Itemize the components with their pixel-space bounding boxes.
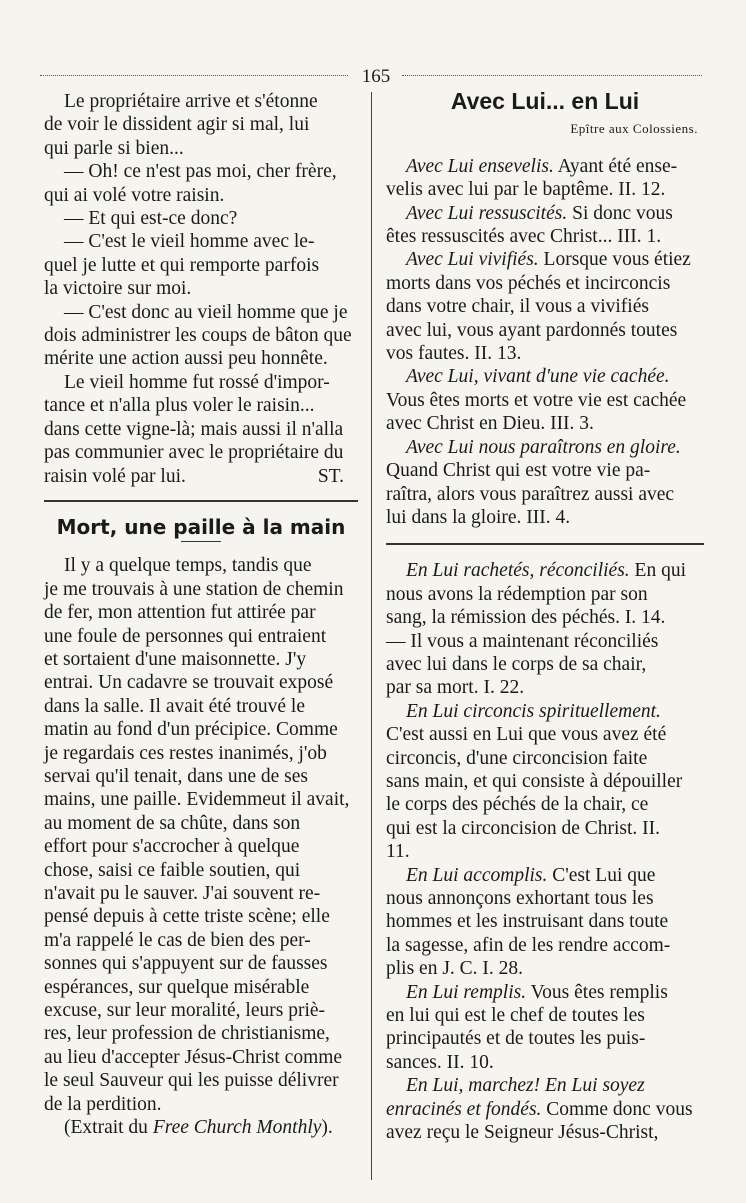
text-line: hommes et les instruisant dans toute [386, 911, 669, 933]
article-line: chose, saisi ce faible soutien, qui [44, 859, 301, 881]
dialogue-paragraph-4 [44, 230, 358, 300]
text-line: quel je lutte et qui remporte parfois [44, 254, 320, 276]
verse-avec-ressuscites [386, 202, 704, 249]
text-line: tance et n'alla plus voler le raisin... [44, 395, 315, 417]
page-header [40, 66, 702, 87]
verse-en-lui-rachetes [386, 559, 704, 699]
text-line: vos fautes. II. 13. [386, 343, 522, 365]
text-line [386, 155, 704, 178]
text-line [386, 1074, 704, 1097]
article-line: de fer, mon attention fut attirée par [44, 602, 316, 624]
text-line: C'est aussi en Lui que vous avez été [386, 724, 667, 746]
article-line: une foule de personnes qui entraient [44, 625, 327, 647]
verse-heading: En Lui, marchez! En Lui soyez [406, 1075, 645, 1097]
verse-text: Vous êtes remplis [526, 981, 668, 1003]
text-line [386, 981, 704, 1004]
page-number: 165 [361, 66, 391, 87]
verse-avec-ensevelis [386, 155, 704, 202]
article-line: de la perdition. [44, 1093, 162, 1115]
article-line: matin au fond d'un précipice. Comme [44, 719, 338, 741]
article-line: pensé depuis à cette triste scène; elle [44, 906, 330, 928]
text-line: avez reçu le Seigneur Jésus-Christ, [386, 1122, 659, 1144]
article-line: le seul Sauveur qui les puisse délivrer [44, 1070, 339, 1092]
text-line: — Oh! ce n'est pas moi, cher frère, [64, 161, 337, 183]
verse-en-lui-remplis [386, 981, 704, 1075]
left-column [44, 90, 358, 1139]
verse-text: Si donc vous [567, 202, 673, 224]
text-line: — Il vous a maintenant réconciliés [386, 630, 659, 652]
text-line: principautés et de toutes les puis- [386, 1028, 646, 1050]
verse-text: C'est Lui que [547, 864, 656, 886]
text-line: Quand Christ qui est votre vie pa- [386, 460, 651, 482]
article-subtitle: Epître aux Colossiens. [570, 121, 698, 137]
text-line: sang, la rémission des péchés. I. 14. [386, 607, 666, 629]
signature: ST. [317, 465, 344, 487]
text-line: avec lui, vous ayant pardonnés toutes [386, 319, 678, 341]
text-line-with-signature [44, 465, 358, 488]
dialogue-paragraph-2 [44, 160, 358, 207]
verse-heading: Avec Lui ressuscités. [406, 202, 568, 224]
dialogue-paragraph-5 [44, 301, 358, 371]
text-line: qui ai volé votre raisin. [44, 184, 225, 206]
article-line: res, leur profession de christianisme, [44, 1023, 330, 1045]
verse-heading: Avec Lui nous paraîtrons en gloire. [406, 436, 681, 458]
verse-heading: Avec Lui, vivant d'une vie cachée. [406, 366, 670, 388]
verse-text: Comme donc vous [541, 1098, 693, 1120]
column-divider [371, 92, 372, 1180]
verse-avec-vivifies [386, 248, 704, 365]
verse-text: Ayant été ense- [553, 155, 678, 177]
verse-heading: En Lui rachetés, réconciliés. [406, 560, 630, 582]
text-line [386, 365, 704, 388]
text-line [386, 1098, 704, 1121]
text-line: morts dans vos péchés et incirconcis [386, 272, 671, 294]
credit-prefix: (Extrait du [64, 1117, 153, 1139]
text-line [386, 700, 704, 723]
verse-avec-vie-cachee [386, 365, 704, 435]
article-body [44, 554, 358, 1139]
section-rule [44, 500, 358, 502]
text-line: Le propriétaire arrive et s'étonne [64, 91, 318, 112]
text-line [386, 864, 704, 887]
text-line: sances. II. 10. [386, 1051, 494, 1073]
verse-heading: Avec Lui ensevelis. [406, 155, 554, 177]
text-line: êtes ressuscités avec Christ... III. 1. [386, 226, 662, 248]
article-line: excuse, sur leur moralité, leurs priè- [44, 1000, 326, 1022]
text-line: — C'est donc au vieil homme que je [64, 301, 348, 323]
verse-heading: Avec Lui vivifiés. [406, 249, 539, 271]
text-line: nous annonçons exhortant tous les [386, 888, 654, 909]
text-line: 11. [386, 841, 410, 863]
right-column [386, 90, 704, 1144]
dialogue-paragraph-1 [44, 90, 358, 160]
text-line [386, 202, 704, 225]
text-line: la victoire sur moi. [44, 278, 192, 300]
article-line: n'avait pu le sauver. J'ai souvent re- [44, 883, 321, 904]
article-line: m'a rappelé le cas de bien des per- [44, 929, 311, 951]
text-line: pas communier avec le propriétaire du [44, 442, 344, 464]
verse-text: Lorsque vous étiez [538, 249, 691, 271]
closing-paragraph [44, 371, 358, 488]
verse-en-lui-accomplis [386, 864, 704, 981]
text-line: par sa mort. I. 22. [386, 677, 525, 699]
article-line: au lieu d'accepter Jésus-Christ comme [44, 1046, 343, 1068]
text-line: velis avec lui par le baptême. II. 12. [386, 179, 666, 201]
text-line: dois administrer les coups de bâton que [44, 325, 352, 347]
verse-heading: En Lui circoncis spirituellement. [406, 700, 661, 722]
text-line: Vous êtes morts et votre vie est cachée [386, 389, 687, 411]
text-line: qui est la circoncision de Christ. II. [386, 817, 661, 839]
verse-en-lui-circoncis [386, 700, 704, 864]
text-line: raîtra, alors vous paraîtrez aussi avec [386, 483, 675, 505]
text-line: sans main, et qui consiste à dépouiller [386, 770, 683, 792]
verse-heading: En Lui accomplis. [406, 864, 548, 886]
text-line: nous avons la rédemption par son [386, 583, 648, 605]
verse-avec-gloire [386, 436, 704, 530]
article-line: mains, une paille. Evidemmeut il avait, [44, 789, 350, 811]
article-line: au moment de sa chûte, dans son [44, 812, 301, 834]
credit-source: Free Church Monthly [152, 1117, 322, 1139]
text-line: lui dans la gloire. III. 4. [386, 506, 571, 528]
text-line [386, 436, 704, 459]
text-line: Le vieil homme fut rossé d'impor- [64, 371, 330, 393]
section-rule [386, 543, 704, 545]
text-line: qui parle si bien... [44, 137, 184, 159]
verse-heading-cont: enracinés et fondés. [386, 1098, 542, 1120]
article-line: entrai. Un cadavre se trouvait exposé [44, 672, 334, 694]
text-line: avec lui dans le corps de sa chair, [386, 653, 647, 675]
article-line: servai qu'il tenait, dans une de ses [44, 765, 308, 787]
text-line: avec Christ en Dieu. III. 3. [386, 413, 594, 435]
text-line [386, 559, 704, 582]
header-ornament-right [402, 75, 702, 79]
text-line: le corps des péchés de la chair, ce [386, 794, 649, 816]
verse-heading: En Lui remplis. [406, 981, 527, 1003]
text-line: mérite une action aussi peu honnête. [44, 348, 328, 370]
text-line [386, 248, 704, 271]
article-line: je me trouvais à une station de chemin [44, 578, 344, 600]
text-line: dans votre chair, il vous a vivifiés [386, 296, 649, 318]
text-line: la sagesse, afin de les rendre accom- [386, 934, 671, 956]
dialogue-paragraph-3: — Et qui est-ce donc? [64, 208, 238, 230]
verse-text: En qui [629, 560, 687, 582]
credit-suffix: ). [321, 1117, 333, 1139]
article-line: dans la salle. Il avait été trouvé le [44, 695, 305, 717]
article-credit [44, 1116, 358, 1139]
text-line: — C'est le vieil homme avec le- [64, 231, 315, 253]
text-line: plis en J. C. I. 28. [386, 958, 524, 980]
article-line: effort pour s'accrocher à quelque [44, 836, 300, 858]
title-underline [181, 541, 221, 542]
article-line: sonnes qui s'appuyent sur de fausses [44, 953, 328, 975]
article-title: Mort, une paille à la main [56, 514, 346, 539]
header-ornament-left [40, 75, 348, 79]
article-line: et sortaient d'une maisonnette. J'y [44, 648, 307, 670]
text-line: raisin volé par lui. [44, 465, 186, 487]
text-line: circoncis, d'une circoncision faite [386, 747, 648, 769]
article-title-right: Avec Lui... en Lui [450, 88, 640, 114]
article-line: espérances, sur quelque misérable [44, 976, 310, 998]
text-line: en lui qui est le chef de toutes les [386, 1005, 645, 1027]
article-line: je regardais ces restes inanimés, j'ob [44, 742, 327, 764]
text-line: de voir le dissident agir si mal, lui [44, 114, 310, 136]
verse-en-lui-marchez [386, 1074, 704, 1144]
text-line: dans cette vigne-là; mais aussi il n'alla [44, 418, 344, 440]
article-line: Il y a quelque temps, tandis que [64, 555, 312, 577]
